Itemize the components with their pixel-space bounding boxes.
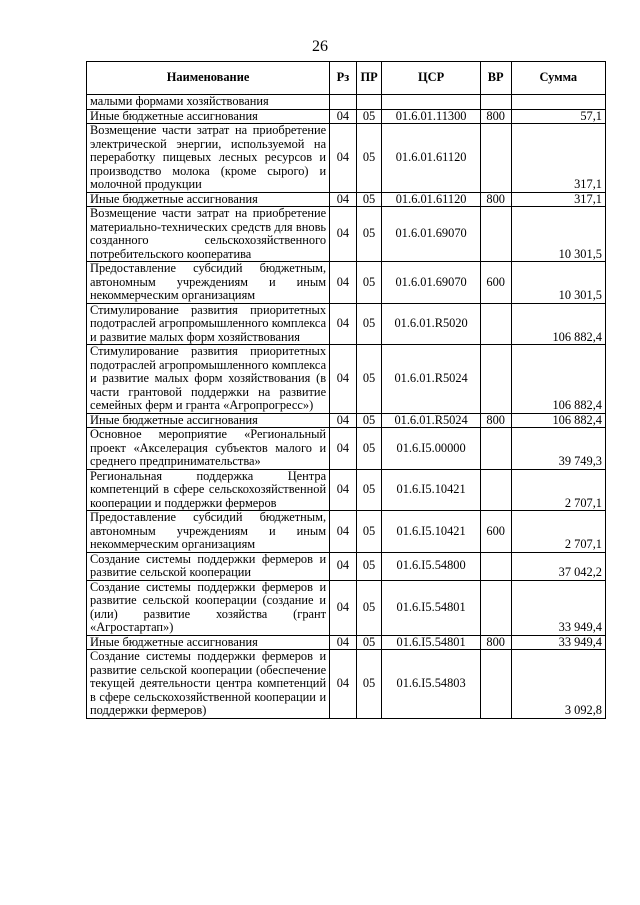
cell-pr: 05 [356, 124, 382, 193]
cell-name: Стимулирование развития приоритетных подотраслей агропромышленного комплекса и развитие малых форм хозяйствования (в части грантовой поддержки на развитие семейных ферм и гранта «Агропрогресс») [87, 345, 330, 414]
cell-sum: 317,1 [511, 124, 605, 193]
cell-csr: 01.6.I5.00000 [382, 428, 480, 470]
cell-csr: 01.6.I5.54801 [382, 635, 480, 650]
cell-csr: 01.6.01.R5024 [382, 413, 480, 428]
cell-csr: 01.6.01.R5020 [382, 303, 480, 345]
cell-sum: 57,1 [511, 109, 605, 124]
cell-sum: 33 949,4 [511, 580, 605, 635]
table-row [87, 192, 606, 207]
cell-name: малыми формами хозяйствования [87, 95, 330, 110]
cell-name: Создание системы поддержки фермеров и развитие сельской кооперации (обеспечение текущей деятельности центра компетенций в сфере сельскохозяйственной кооперации и поддержки фермеров) [87, 650, 330, 719]
table-row [87, 428, 606, 470]
cell-csr: 01.6.I5.54801 [382, 580, 480, 635]
cell-sum: 37 042,2 [511, 552, 605, 580]
table-row [87, 109, 606, 124]
table-row [87, 635, 606, 650]
cell-sum: 2 707,1 [511, 511, 605, 553]
cell-name: Иные бюджетные ассигнования [87, 635, 330, 650]
cell-csr [382, 95, 480, 110]
cell-pr [356, 95, 382, 110]
cell-csr: 01.6.01.61120 [382, 192, 480, 207]
cell-name: Иные бюджетные ассигнования [87, 192, 330, 207]
cell-name: Иные бюджетные ассигнования [87, 109, 330, 124]
cell-pr: 05 [356, 428, 382, 470]
header-rz: Рз [330, 62, 357, 95]
cell-vr [480, 95, 511, 110]
cell-rz: 04 [330, 109, 357, 124]
table-row [87, 511, 606, 553]
table-row [87, 262, 606, 304]
cell-vr: 600 [480, 262, 511, 304]
cell-rz: 04 [330, 428, 357, 470]
cell-pr: 05 [356, 511, 382, 553]
header-csr: ЦСР [382, 62, 480, 95]
table-row [87, 207, 606, 262]
cell-sum: 106 882,4 [511, 345, 605, 414]
cell-name: Создание системы поддержки фермеров и развитие сельской кооперации (создание и (или) развитие хозяйства (грант «Агростартап») [87, 580, 330, 635]
table-row [87, 580, 606, 635]
cell-vr [480, 580, 511, 635]
cell-csr: 01.6.01.61120 [382, 124, 480, 193]
cell-sum: 317,1 [511, 192, 605, 207]
table-header-row [87, 62, 606, 95]
cell-vr [480, 303, 511, 345]
cell-pr: 05 [356, 262, 382, 304]
cell-sum: 106 882,4 [511, 413, 605, 428]
cell-csr: 01.6.01.69070 [382, 207, 480, 262]
cell-csr: 01.6.I5.54800 [382, 552, 480, 580]
cell-rz: 04 [330, 635, 357, 650]
header-sum: Сумма [511, 62, 605, 95]
cell-pr: 05 [356, 109, 382, 124]
page-number: 26 [312, 38, 328, 55]
cell-rz: 04 [330, 580, 357, 635]
cell-vr: 800 [480, 635, 511, 650]
table-row [87, 95, 606, 110]
table-row [87, 345, 606, 414]
cell-name: Стимулирование развития приоритетных подотраслей агропромышленного комплекса и развитие малых форм хозяйствования [87, 303, 330, 345]
cell-vr: 800 [480, 413, 511, 428]
cell-vr [480, 345, 511, 414]
cell-rz: 04 [330, 552, 357, 580]
table-row [87, 552, 606, 580]
header-vr: ВР [480, 62, 511, 95]
cell-name: Возмещение части затрат на приобретение электрической энергии, используемой на переработку пищевых лесных ресурсов и производство молока (кроме сырого) и молочной продукции [87, 124, 330, 193]
table-row [87, 650, 606, 719]
header-name: Наименование [87, 62, 330, 95]
cell-pr: 05 [356, 650, 382, 719]
table-row [87, 413, 606, 428]
cell-vr: 800 [480, 109, 511, 124]
cell-sum: 106 882,4 [511, 303, 605, 345]
cell-pr: 05 [356, 413, 382, 428]
cell-name: Предоставление субсидий бюджетным, автономным учреждениям и иным некоммерческим организациям [87, 511, 330, 553]
cell-rz: 04 [330, 192, 357, 207]
cell-csr: 01.6.I5.54803 [382, 650, 480, 719]
cell-rz: 04 [330, 345, 357, 414]
cell-csr: 01.6.01.R5024 [382, 345, 480, 414]
cell-rz: 04 [330, 650, 357, 719]
cell-name: Предоставление субсидий бюджетным, автономным учреждениям и иным некоммерческим организациям [87, 262, 330, 304]
cell-sum: 2 707,1 [511, 469, 605, 511]
cell-vr [480, 650, 511, 719]
table-row [87, 303, 606, 345]
cell-vr [480, 469, 511, 511]
cell-pr: 05 [356, 552, 382, 580]
cell-csr: 01.6.I5.10421 [382, 469, 480, 511]
budget-table [86, 61, 606, 719]
cell-rz [330, 95, 357, 110]
table-row [87, 124, 606, 193]
cell-sum: 10 301,5 [511, 262, 605, 304]
cell-rz: 04 [330, 511, 357, 553]
cell-sum: 10 301,5 [511, 207, 605, 262]
cell-sum: 3 092,8 [511, 650, 605, 719]
cell-pr: 05 [356, 192, 382, 207]
cell-vr [480, 552, 511, 580]
cell-name: Возмещение части затрат на приобретение материально-технических средств для вновь созданного сельскохозяйственного потребительского кооператива [87, 207, 330, 262]
cell-pr: 05 [356, 469, 382, 511]
cell-pr: 05 [356, 207, 382, 262]
cell-rz: 04 [330, 207, 357, 262]
cell-pr: 05 [356, 303, 382, 345]
table-row [87, 469, 606, 511]
cell-rz: 04 [330, 469, 357, 511]
cell-pr: 05 [356, 345, 382, 414]
cell-rz: 04 [330, 262, 357, 304]
cell-csr: 01.6.01.11300 [382, 109, 480, 124]
cell-name: Региональная поддержка Центра компетенций в сфере сельскохозяйственной кооперации и поддержки фермеров [87, 469, 330, 511]
cell-sum: 39 749,3 [511, 428, 605, 470]
cell-vr [480, 124, 511, 193]
cell-vr: 800 [480, 192, 511, 207]
cell-name: Иные бюджетные ассигнования [87, 413, 330, 428]
cell-vr: 600 [480, 511, 511, 553]
cell-sum [511, 95, 605, 110]
cell-vr [480, 428, 511, 470]
cell-rz: 04 [330, 413, 357, 428]
cell-vr [480, 207, 511, 262]
cell-pr: 05 [356, 635, 382, 650]
cell-rz: 04 [330, 124, 357, 193]
cell-pr: 05 [356, 580, 382, 635]
cell-csr: 01.6.01.69070 [382, 262, 480, 304]
cell-sum: 33 949,4 [511, 635, 605, 650]
cell-csr: 01.6.I5.10421 [382, 511, 480, 553]
cell-rz: 04 [330, 303, 357, 345]
cell-name: Основное мероприятие «Региональный проект «Акселерация субъектов малого и среднего предпринимательства» [87, 428, 330, 470]
cell-name: Создание системы поддержки фермеров и развитие сельской кооперации [87, 552, 330, 580]
header-pr: ПР [356, 62, 382, 95]
